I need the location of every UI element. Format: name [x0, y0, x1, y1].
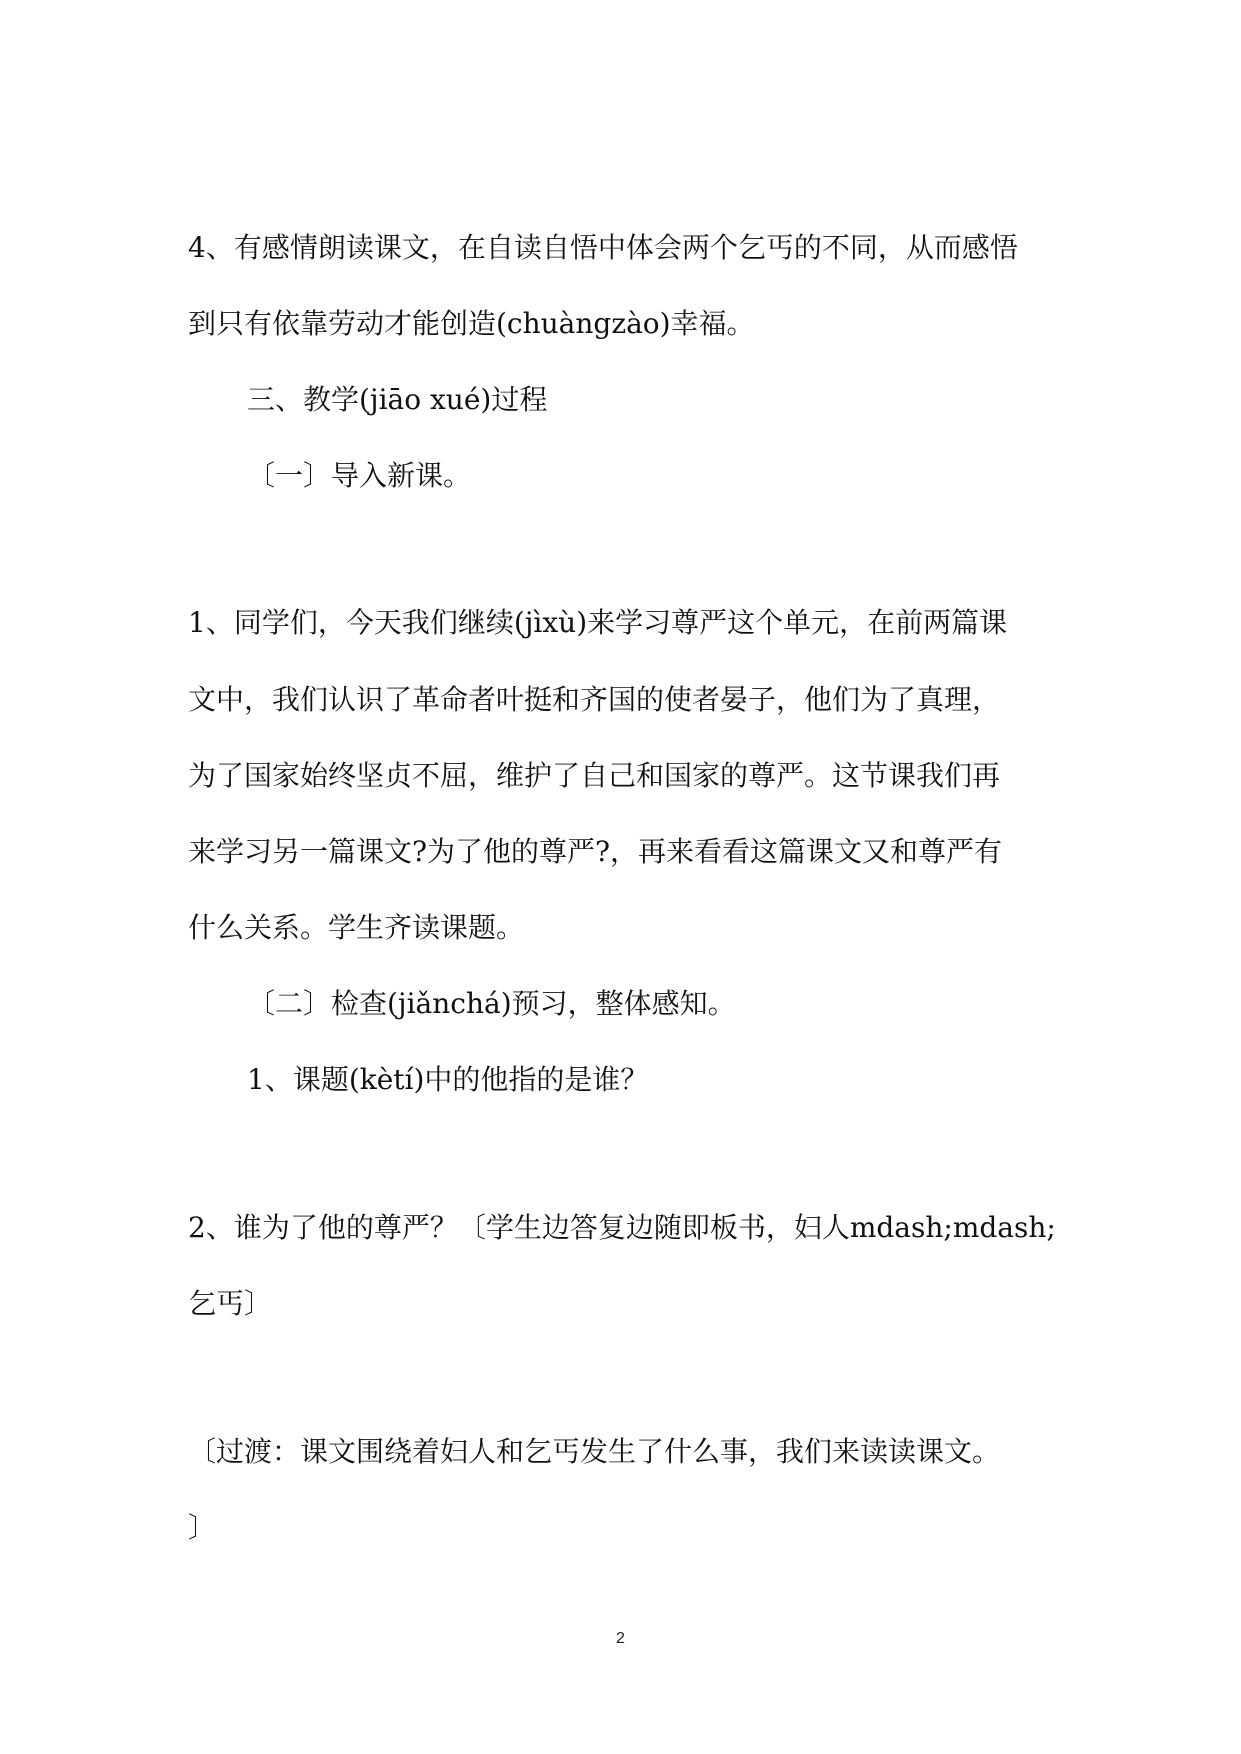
paragraph-line: 〔过渡：课文围绕着妇人和乞丐发生了什么事，我们来读读课文。: [188, 1435, 1001, 1468]
paragraph-line: 1、课题(kètí)中的他指的是谁？: [247, 1063, 649, 1096]
paragraph-line: 什么关系。学生齐读课题。: [188, 911, 525, 944]
paragraph-line: 1、同学们，今天我们继续(jìxù)来学习尊严这个单元，在前两篇课: [188, 606, 1008, 639]
subsection-heading: 〔一〕导入新课。: [247, 459, 472, 492]
paragraph-line: 乞丐〕: [188, 1287, 273, 1320]
section-heading: 三、教学(jiāo xué)过程: [247, 383, 548, 416]
paragraph-line: 来学习另一篇课文?为了他的尊严?，再来看看这篇课文又和尊严有: [188, 835, 1003, 868]
paragraph-line: 文中，我们认识了革命者叶挺和齐国的使者晏子，他们为了真理，: [188, 683, 1001, 716]
paragraph-line: 到只有依靠劳动才能创造(chuàngzào)幸福。: [188, 307, 755, 340]
subsection-heading: 〔二〕检查(jiǎnchá)预习，整体感知。: [247, 987, 736, 1020]
page-number: 2: [616, 1630, 625, 1647]
paragraph-line: 〕: [188, 1511, 217, 1544]
paragraph-line: 2、谁为了他的尊严？〔学生边答复边随即板书，妇人mdash;mdash;: [188, 1211, 1056, 1244]
paragraph-line: 4、有感情朗读课文，在自读自悟中体会两个乞丐的不同，从而感悟: [188, 231, 1018, 264]
paragraph-line: 为了国家始终坚贞不屈，维护了自己和国家的尊严。这节课我们再: [188, 759, 1001, 792]
